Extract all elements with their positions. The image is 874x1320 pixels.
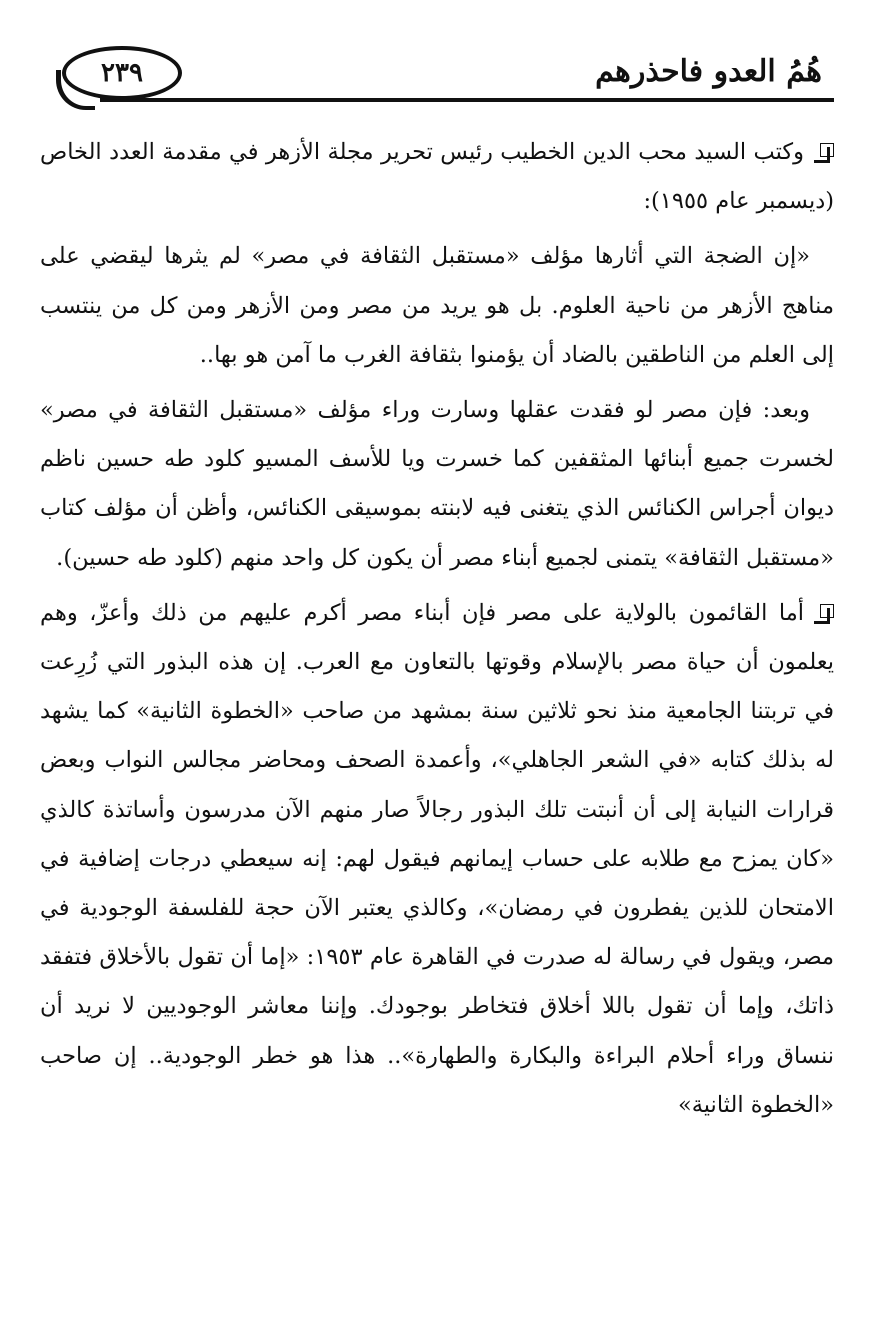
paragraph-4	[40, 589, 834, 1130]
checkbox-bullet-icon	[814, 143, 834, 160]
page-number: ٢٣٩	[101, 58, 143, 88]
checkbox-bullet-icon	[814, 604, 834, 621]
paragraph-2	[40, 232, 834, 380]
page-body	[40, 128, 834, 1136]
paragraph-1-text: وكتب السيد محب الدين الخطيب رئيس تحرير مجلة الأزهر في مقدمة العدد الخاص (ديسمبر عام ١٩٥٥):	[40, 139, 834, 215]
page-header	[40, 40, 834, 110]
paragraph-2-text: «إن الضجة التي أثارها مؤلف «مستقبل الثقافة في مصر» لم يثرها ليقضي على مناهج الأزهر من ناحية العلوم. بل هو يريد من مصر ومن الأزهر ومن كل من ينتسب إلى العلم من الناطقين بالضاد أن يؤمنوا بثقافة الغرب ما آمن هو بها..	[40, 243, 834, 368]
paragraph-3	[40, 386, 834, 583]
book-page	[40, 40, 834, 1280]
paragraph-1	[40, 128, 834, 226]
paragraph-3-text: وبعد: فإن مصر لو فقدت عقلها وسارت وراء مؤلف «مستقبل الثقافة في مصر» لخسرت جميع أبنائها المثقفين كما خسرت ويا للأسف المسيو كلود طه حسين ناظم ديوان أجراس الكنائس الذي يتغنى فيه لابنته بموسيقى الكنائس، وأظن أن مؤلف كتاب «مستقبل الثقافة» يتمنى لجميع أبناء مصر أن يكون كل واحد منهم (كلود طه حسين).	[40, 397, 834, 571]
page-number-oval	[62, 46, 182, 100]
running-title: هُمُ العدو فاحذرهم	[595, 54, 822, 89]
header-rule	[100, 98, 834, 102]
paragraph-4-text: أما القائمون بالولاية على مصر فإن أبناء مصر أكرم عليهم من ذلك وأعزّ، وهم يعلمون أن حياة مصر بالإسلام وقوتها بالتعاون مع العرب. إن هذه البذور التي زُرِعت في تربتنا الجامعية منذ نحو ثلاثين سنة بمشهد من صاحب «الخطوة الثانية» كما يشهد له بذلك كتابه «في الشعر الجاهلي»، وأعمدة الصحف ومحاضر مجالس النواب وبعض قرارات النيابة إلى أن أنبتت تلك البذور رجالاً صار منهم الآن مدرسون وأساتذة كالذي «كان يمزح مع طلابه على حساب إيمانهم فيقول لهم: إنه سيعطي درجات إضافية في الامتحان للذين يفطرون في رمضان»، وكالذي يعتبر الآن حجة للفلسفة الوجودية في مصر، ويقول في رسالة له صدرت في القاهرة عام ١٩٥٣: «إما أن تقول بالأخلاق فتفقد ذاتك، وإما أن تقول باللا أخلاق فتخاطر بوجودك. وإننا معاشر الوجوديين لا نريد أن ننساق وراء أحلام البراءة والبكارة والطهارة».. هذا هو خطر الوجودية.. إن صاحب «الخطوة الثانية»	[40, 599, 835, 1118]
